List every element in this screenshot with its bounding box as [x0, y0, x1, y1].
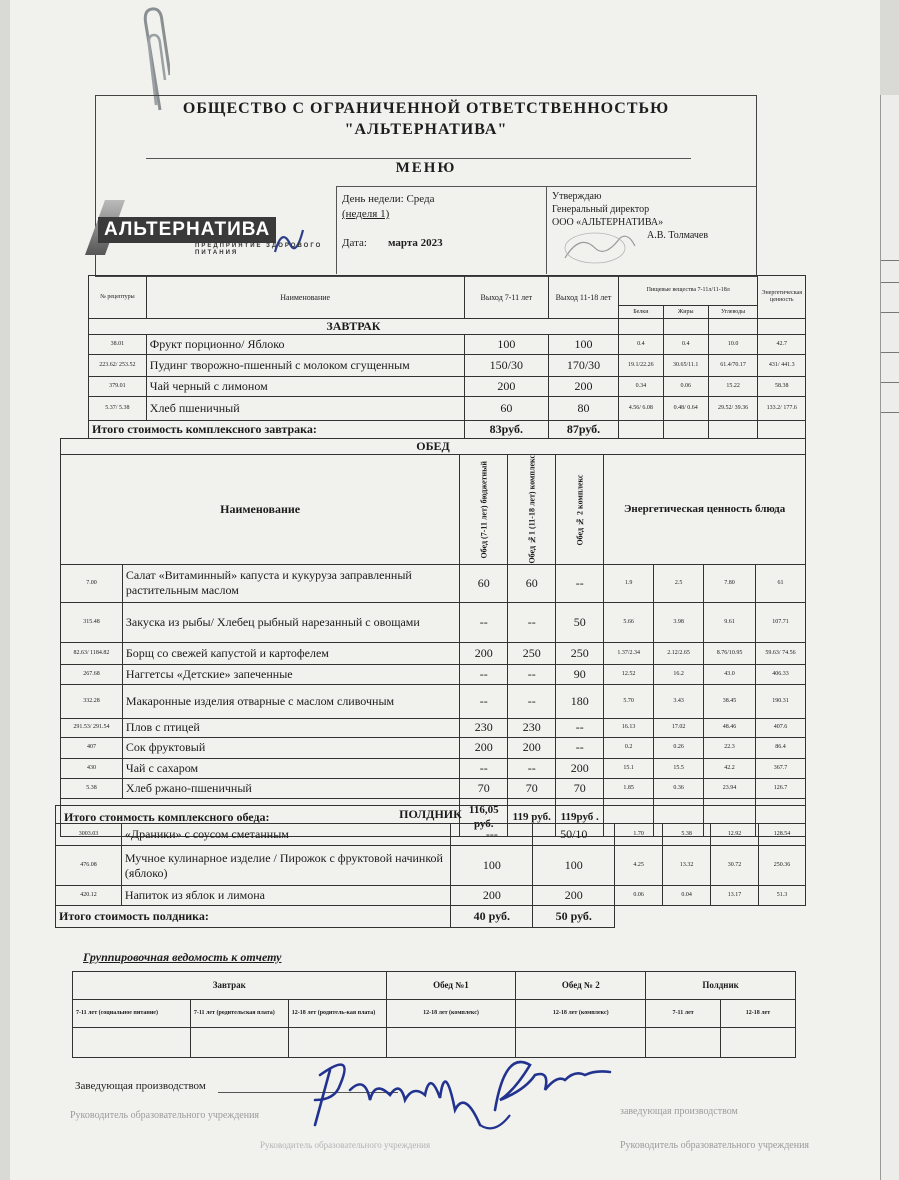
grouping-snack-header: Полдник: [646, 972, 796, 1000]
grouping-lunch2-header: Обед № 2: [516, 972, 646, 1000]
production-manager-label: Заведующая производством: [75, 1080, 206, 1092]
col-lunch-budget: Обед (7-11 лет) бюджетный: [460, 455, 508, 565]
school-head-label-2: Руководитель образовательного учреждения: [260, 1140, 431, 1150]
lunch-total-1: 119 руб.: [508, 798, 556, 836]
table-row: 420.12 Напиток из яблок и лимона 200 200 0.06 0.04 13.17 51.3: [56, 886, 806, 906]
col-name-header: Наименование: [146, 276, 464, 319]
table-row: 407 Сок фруктовый 200 200 -- 0.2 0.26 22.3 86.4: [61, 737, 806, 758]
col-output-7-11: Выход 7-11 лет: [464, 276, 549, 319]
table-row: 38.01 Фрукт порционно/ Яблоко 100 100 0.4 0.4 10.0 42.7: [89, 335, 806, 355]
lunch-col-name-header: Наименование: [61, 455, 460, 565]
table-row: 315.48 Закуска из рыбы/ Хлебец рыбный нарезанный с овощами -- -- 50 5.66 3.98 9.61 107.71: [61, 602, 806, 642]
table-row: 430 Чай с сахаром -- -- 200 15.1 15.5 42.2 367.7: [61, 758, 806, 778]
approval-block: Утверждаю Генеральный директор ООО «АЛЬТЕРНАТИВА» А.В. Толмачев: [552, 191, 709, 241]
breakfast-total-7-11: 83руб.: [464, 421, 549, 439]
breakfast-total-11-18: 87руб.: [549, 421, 619, 439]
week-number: (неделя 1): [342, 208, 390, 220]
col-recipe-header: № рецептуры: [89, 276, 147, 319]
breakfast-total-label: Итого стоимость комплексного завтрака:: [89, 421, 465, 439]
grouping-title: Группировочная ведомость к отчету: [83, 950, 282, 964]
snack-total-11-18: 50 руб.: [533, 906, 615, 928]
table-row: 7.00 Салат «Витаминный» капуста и кукуруза заправленный растительным маслом 60 60 -- 1.9 2.5 7.80 61: [61, 564, 806, 602]
handwritten-signature-icon: [295, 1030, 615, 1140]
table-row: 379.01 Чай черный с лимоном 200 200 0.34 0.06 15.22 58.38: [89, 377, 806, 397]
col-output-11-18: Выход 11-18 лет: [549, 276, 619, 319]
table-row: 291.53/ 291.54 Плов с птицей 230 230 -- 16.13 17.02 48.46 407.6: [61, 718, 806, 737]
adjacent-sheet: [880, 95, 899, 1180]
col-lunch-1: Обед №1 (11-18 лет) комплекс: [508, 455, 556, 565]
grouping-lunch1-header: Обед №1: [386, 972, 516, 1000]
snack-total-label: Итого стоимость полдника:: [56, 906, 451, 928]
menu-title: МЕНЮ: [395, 160, 457, 176]
organization-name: ОБЩЕСТВО С ОГРАНИЧЕННОЙ ОТВЕТСТВЕННОСТЬЮ "АЛЬТЕРНАТИВА": [182, 100, 670, 138]
col-energy: Энергетическая ценность: [758, 276, 806, 319]
day-of-week: День недели: Среда: [342, 193, 435, 205]
school-head-label-3: Руководитель образовательного учреждения: [620, 1140, 810, 1151]
production-manager-label-2: заведующая производством: [620, 1106, 738, 1117]
date-label: Дата:: [342, 237, 367, 249]
snack-table: [55, 805, 806, 928]
table-row: 267.68 Наггетсы «Детские» запеченные -- -- 90 12.52 16.2 43.0 406.33: [61, 664, 806, 684]
date-value: марта 2023: [388, 237, 443, 249]
school-head-label: Руководитель образовательного учреждения: [70, 1110, 260, 1121]
snack-total-7-11: 40 руб.: [451, 906, 533, 928]
section-snack: ПОЛДНИК: [56, 806, 806, 824]
lunch-total-budget: 116,05 руб.: [460, 798, 508, 836]
table-row: 223.62/ 253.52 Пудинг творожно-пшенный с молоком сгущенным 150/30 170/30 19.1/22.26 30.65/11.1 61.4/70.17 431/ 441.3: [89, 355, 806, 377]
table-row: 5.37/ 5.38 Хлеб пшеничный 60 80 4.56/ 6.08 0.48/ 0.64 29.52/ 39.36 133.2/ 177.6: [89, 397, 806, 421]
col-lunch-2: Обед № 2 комплекс: [556, 455, 604, 565]
col-nutrients: Пищевые вещества 7-11л/11-18л: [618, 276, 758, 306]
section-breakfast: ЗАВТРАК: [89, 319, 619, 335]
table-row: 332.28 Макаронные изделия отварные с маслом сливочным -- -- 180 5.70 3.43 38.45 190.31: [61, 684, 806, 718]
table-row: 5.38 Хлеб ржано-пшеничный 70 70 70 1.85 0.36 23.94 126.7: [61, 778, 806, 798]
section-lunch: ОБЕД: [61, 439, 806, 455]
lunch-table: [60, 438, 806, 837]
col-lunch-energy: Энергетическая ценность блюда: [604, 455, 806, 565]
lunch-total-2: 119руб .: [556, 798, 604, 836]
table-row: 82.63/ 1184.82 Борщ со свежей капустой и картофелем 200 250 250 1.37/2.34 2.12/2.65 8.76/10.95 59.63/ 74.56: [61, 642, 806, 664]
table-row: 476.08 Мучное кулинарное изделие / Пирожок с фруктовой начинкой (яблоко) 100 100 4.25 13.32 30.72 250.36: [56, 846, 806, 886]
breakfast-table: № рецептуры Наименование Выход 7-11 лет Выход 11-18 лет Пищевые вещества 7-11л/11-18л Энергетическая ценность Белки Жиры Углеводы ЗАВТРАК 38.01 Фрукт порционно/ Яблоко 100 100 0.4 0.4 10.0 42.7 223.62/ 253.52 Пудинг творожно-пшенный с молоком сгущенным 150/30 170/30 19.1/22.26 30.65/11.1 61.4/70.17 431/ 441.3 379.01 Чай черный с лимоном 200 200 0.34 0.06 15.22 58.38 5.37/ 5.38 Хлеб пшеничный 60 80 4.56/ 6.08 0.48/ 0.64 29.52/ 39.36 133.2/ 177.6 Итого стоимость комплексного завтрака: 83руб. 87руб.: [88, 275, 806, 439]
grouping-breakfast-header: Завтрак: [73, 972, 387, 1000]
lunch-total-label: Итого стоимость комплексного обеда:: [61, 798, 460, 836]
faded-signature-icon: [560, 228, 640, 268]
grouping-table: Завтрак Обед №1 Обед № 2 Полдник 7-11 лет (социальное питание) 7-11 лет (родительская плата) 12-18 лет (родитель-кая плата) 12-18 лет (комплекс) 12-18 лет (комплекс) 7-11 лет 12-18 лет: [72, 971, 796, 1058]
table-row: 3003.03 «Драники» с соусом сметанным --- 50/10 1.70 5.38 12.92 128.54: [56, 824, 806, 846]
company-logo: АЛЬТЕРНАТИВА ПРЕДПРИЯТИЕ ЗДОРОВОГО ПИТАНИЯ: [95, 195, 335, 270]
